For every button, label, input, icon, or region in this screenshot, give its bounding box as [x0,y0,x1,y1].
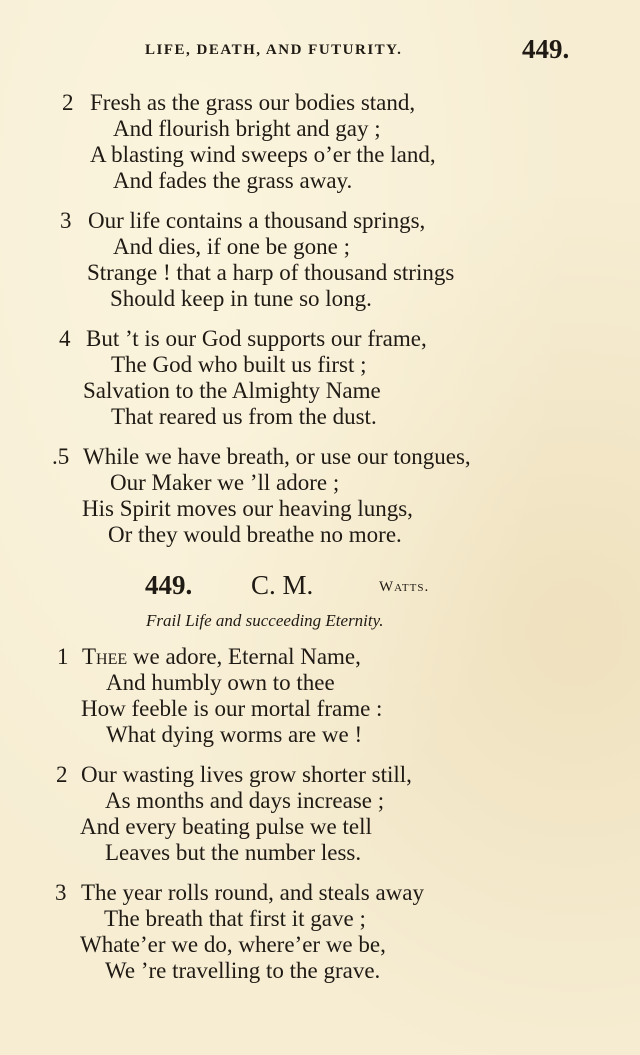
stanza-line: Fresh as the grass our bodies stand, [90,90,416,115]
stanza-line: Our wasting lives grow shorter still, [81,762,412,787]
stanza-line: Or they would breathe no more. [108,522,402,547]
stanza-line: But ’t is our God supports our frame, [86,326,427,351]
stanza-line: A blasting wind sweeps o’er the land, [90,142,436,167]
stanza-line: Salvation to the Almighty Name [83,378,381,403]
page-number: 449. [522,34,570,64]
stanza-line: The year rolls round, and steals away [81,880,424,905]
stanza-first-line [82,644,361,670]
stanza-line: That reared us from the dust. [111,404,377,429]
running-title: LIFE, DEATH, AND FUTURITY. [145,42,403,58]
stanza-number: 1 [57,644,69,669]
stanza-line: And humbly own to thee [106,670,335,695]
stanza-line: And fades the grass away. [113,168,353,193]
stanza-line: Strange ! that a harp of thousand strings [87,260,455,285]
stanza-number: .5 [52,444,70,469]
hymn-meter: C. M. [251,570,314,600]
stanza-line: And dies, if one be gone ; [113,234,350,259]
stanza-line: And flourish bright and gay ; [113,116,381,141]
stanza-number: 3 [55,880,67,905]
stanza-first-rest: we adore, Eternal Name, [127,644,361,669]
stanza-first-word: Thee [82,644,128,669]
stanza-number: 2 [62,90,74,115]
hymn-subtitle: Frail Life and succeeding Eternity. [146,611,384,630]
stanza-number: 2 [56,762,68,787]
stanza-line: While we have breath, or use our tongues, [83,444,471,469]
hymn-number: 449. [145,570,193,600]
stanza-line: The God who built us first ; [111,352,367,377]
stanza-line: We ’re travelling to the grave. [105,958,381,983]
stanza-line: Should keep in tune so long. [110,286,372,311]
stanza-line: What dying worms are we ! [106,722,363,747]
stanza-line: How feeble is our mortal frame : [81,696,383,721]
stanza-line: Leaves but the number less. [105,840,362,865]
stanza-line: His Spirit moves our heaving lungs, [82,496,413,521]
stanza-number: 3 [60,208,72,233]
stanza-line: Our life contains a thousand springs, [88,208,426,233]
stanza-line: Whate’er we do, where’er we be, [80,932,386,957]
stanza-line: And every beating pulse we tell [80,814,372,839]
stanza-number: 4 [59,326,71,351]
stanza-line: Our Maker we ’ll adore ; [110,470,340,495]
hymn-author: Watts. [379,579,430,595]
stanza-line: The breath that first it gave ; [104,906,366,931]
stanza-line: As months and days increase ; [105,788,385,813]
